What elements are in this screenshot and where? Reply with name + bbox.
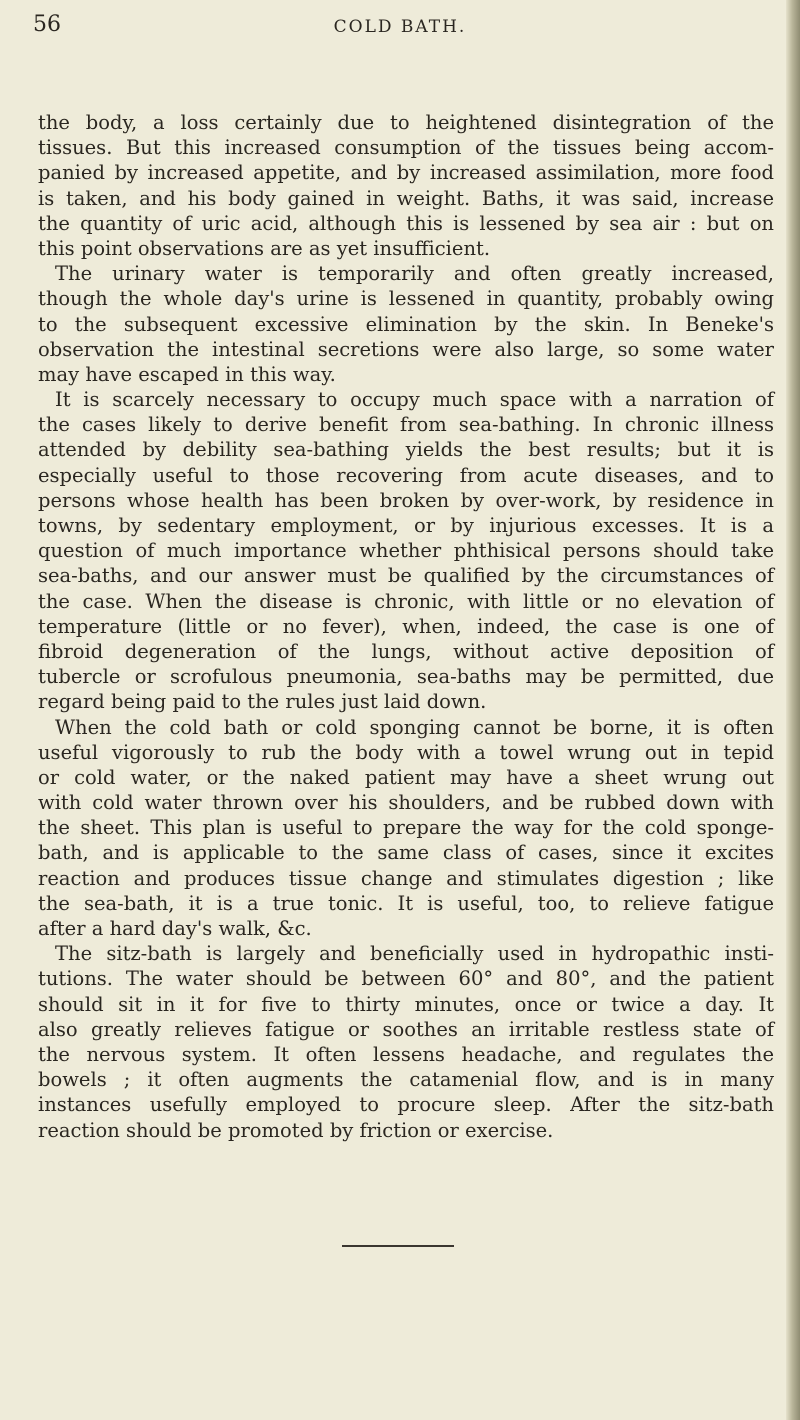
text-line: is taken, and his body gained in weight. Baths, it was said, increase xyxy=(38,186,774,210)
text-line: When the cold bath or cold sponging cannot be borne, it is often xyxy=(55,715,774,739)
text-line: observation the intestinal secretions were also large, so some water xyxy=(38,337,774,361)
text-line: The sitz-bath is largely and beneficially used in hydropathic insti- xyxy=(55,942,774,966)
text-line: instances usefully employed to procure sleep. After the sitz-bath xyxy=(38,1093,774,1117)
running-title: COLD BATH. xyxy=(333,17,467,37)
text-line: question of much importance whether phthisical persons should take xyxy=(38,539,774,563)
text-line: tutions. The water should be between 60° and 80°, and the patient xyxy=(38,967,774,991)
text-line: or cold water, or the naked patient may have a sheet wrung out xyxy=(38,765,774,789)
text-line: this point observations are as yet insufficient. xyxy=(38,236,491,260)
page-number: 56 xyxy=(33,12,61,37)
page-edge-shadow xyxy=(786,0,800,1420)
text-line: though the whole day's urine is lessened in quantity, probably owing xyxy=(38,287,774,311)
text-line: also greatly relieves fatigue or soothes an irritable restless state of xyxy=(38,1017,774,1041)
text-line: with cold water thrown over his shoulders, and be rubbed down with xyxy=(38,791,774,815)
text-line: the sheet. This plan is useful to prepare the way for the cold sponge- xyxy=(38,816,774,840)
text-line: panied by increased appetite, and by increased assimilation, more food xyxy=(38,161,774,185)
text-line: bath, and is applicable to the same class of cases, since it excites xyxy=(38,841,774,865)
text-line: persons whose health has been broken by over-work, by residence in xyxy=(38,488,774,512)
text-line: the cases likely to derive benefit from sea-bathing. In chronic illness xyxy=(38,413,774,437)
text-line: towns, by sedentary employment, or by injurious excesses. It is a xyxy=(38,514,774,537)
text-line: bowels ; it often augments the catamenial flow, and is in many xyxy=(38,1068,774,1092)
text-line: useful vigorously to rub the body with a towel wrung out in tepid xyxy=(38,740,774,764)
text-line: It is scarcely necessary to occupy much space with a narration of xyxy=(55,388,774,412)
text-line: the quantity of uric acid, although this is lessened by sea air : but on xyxy=(38,211,774,235)
section-end-rule xyxy=(342,1245,454,1247)
text-line: especially useful to those recovering from acute diseases, and to xyxy=(38,463,774,487)
text-line: regard being paid to the rules just laid down. xyxy=(38,690,487,714)
text-line: reaction should be promoted by friction or exercise. xyxy=(38,1118,554,1142)
text-line: may have escaped in this way. xyxy=(38,362,336,386)
text-line: after a hard day's walk, &c. xyxy=(38,917,312,940)
text-line: to the subsequent excessive elimination by the skin. In Beneke's xyxy=(38,312,774,336)
text-line: the body, a loss certainly due to heightened disintegration of the xyxy=(38,111,774,134)
text-line: sea-baths, and our answer must be qualified by the circumstances of xyxy=(38,564,774,588)
text-line: should sit in it for five to thirty minutes, once or twice a day. It xyxy=(38,992,774,1016)
text-line: temperature (little or no fever), when, indeed, the case is one of xyxy=(38,614,774,638)
text-line: reaction and produces tissue change and stimulates digestion ; like xyxy=(38,866,774,890)
text-line: fibroid degeneration of the lungs, without active deposition of xyxy=(38,639,774,663)
text-line: the sea-bath, it is a true tonic. It is useful, too, to relieve fatigue xyxy=(38,891,774,915)
body-text xyxy=(38,110,774,1143)
text-line: the nervous system. It often lessens headache, and regulates the xyxy=(38,1042,774,1066)
text-line: attended by debility sea-bathing yields the best results; but it is xyxy=(38,438,774,462)
text-line: the case. When the disease is chronic, with little or no elevation of xyxy=(38,589,774,613)
text-line: tissues. But this increased consumption of the tissues being accom- xyxy=(38,136,774,160)
text-line: tubercle or scrofulous pneumonia, sea-baths may be permitted, due xyxy=(38,665,774,689)
text-line: The urinary water is temporarily and often greatly increased, xyxy=(55,262,774,286)
